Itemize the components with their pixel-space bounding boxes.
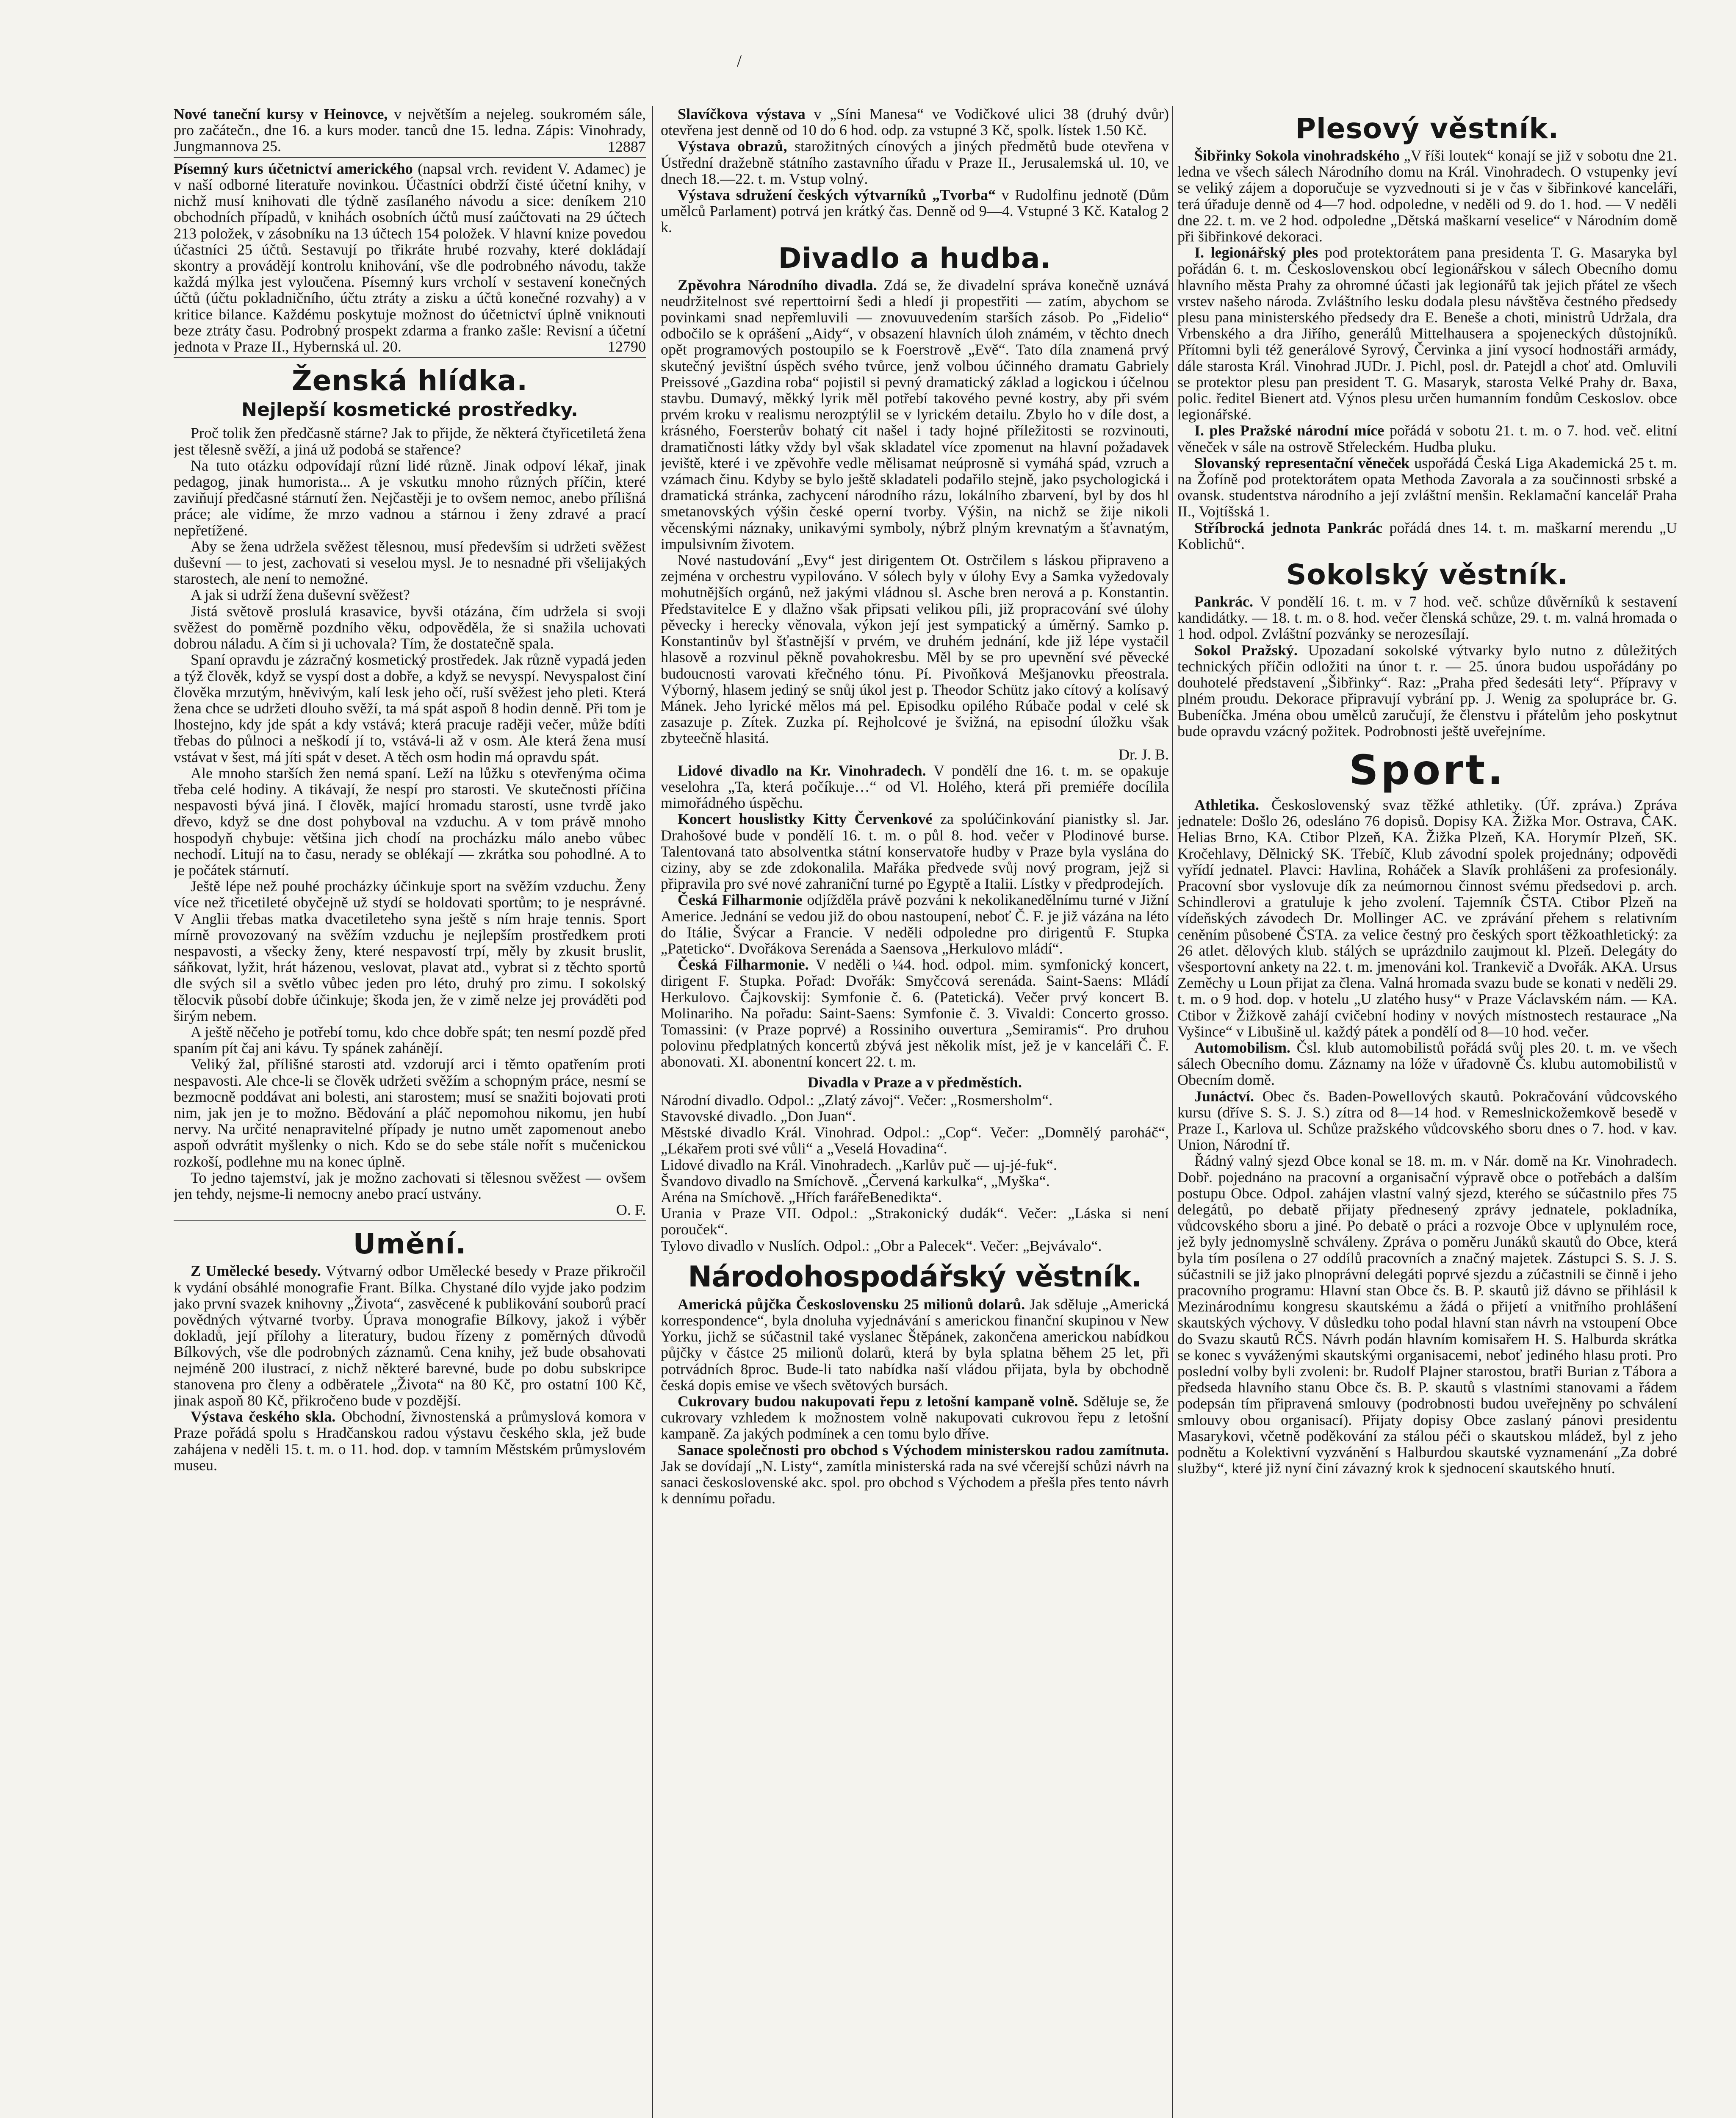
theatre-listing-item: Švandovo divadlo na Smíchově. „Červená karkulka“, „Myška“. <box>661 1172 1050 1189</box>
article-paragraph <box>661 1393 1169 1442</box>
paragraph-text: za spolúčinkování pianistky sl. Jar. Drahošové bude v pondělí 16. t. m. o půl 8. hod. večer v Plodinové burse. Talentovaná tato absolventka státní konservatoře hudby v Praze byla vyslána do ciziny, aby se zde zdokonalila. Mařáka předvede svůj nový program, jejž si připravila pro své nové zahraniční turné po Egyptě a Italii. Lístky v předprodejích. <box>661 810 1169 893</box>
theatre-listing-item: Městské divadlo Král. Vinohrad. Odpol.: „Cop“. Večer: „Domnělý paroháč“, „Lékařem proti své vůli“ a „Veselá Hovadina“. <box>661 1124 1169 1157</box>
theatre-listing-item: Tylovo divadlo v Nuslích. Odpol.: „Obr a Palecek“. Večer: „Bejvávalo“. <box>661 1237 1102 1254</box>
article-paragraph: Na tuto otázku odpovídají různí lidé různě. Jinak odpoví lékař, jinak pedagog, jinak humorista... A je vskutku mnoho různých příčin, které zaviňují předčasné stárnutí žen. Nejčastěji je to ovšem nemoc, anebo přílišná práce; ale vidíme, že mrzo vadnou a stárnou i ženy zdravé a prací nepřetížené. <box>174 457 646 539</box>
article-paragraph <box>1177 593 1677 642</box>
paragraph-text: Obchodní, živnostenská a průmyslová komora v Praze pořádá spolu s Hradčanskou radou výstavu českého skla, jež bude zahájena v neděli 15. t. m. o 11. hod. dop. v tamním Městském průmyslovém museu. <box>174 1408 646 1474</box>
paragraph-text: V pondělí 16. t. m. v 7 hod. več. schůze důvěrníků k sestavení kandidátky. — 18. t. m. o 8. hod. večer členská schůze, 29. t. m. valná hromada o 1 hod. odpol. Zvláštní pozvánky se nerozesílají. <box>1177 593 1677 643</box>
article-paragraph: To jedno tajemství, jak je možno zachovati si tělesnou svěžest — ovšem jen tehdy, nejsme-li nemocny anebo prací ustvány. <box>174 1169 646 1202</box>
paragraph-text: Československý svaz těžké athletiky. (Úř. zpráva.) Zpráva jednatele: Došlo 26, odesláno 76 dopisů. Dopisy KA. Žižka Mor. Ostrava, ČAK. Helias Brno, KA. Ctibor Plzeň, KA. Žižka Plzeň, KA. Horymír Plzeň, SK. Kročehlavy, Dělnický SK. Třebíč, Klub závodní spolek projednány; odpovědi vyřídí jednatel. Plavci: Havlina, Roháček a Slavík prohlášeni za profesionály. Pracovní sbor vyslovuje dík za neúmornou činnost svému předsedovi p. arch. Schindlerovi a gratuluje k jeho zvolení. Tajemník ČSTA. Ctibor Plzeň na vídeňských závodech Dr. Mollinger AC. ve zprávání přehem s relativním ceněním působené ČSTA. za velice čestný pro českých sport těžkoathletický: za 26 atlet. dělových klub. stálých se uprázdnilo zaujmout kl. Plzeň. Delegáty do všesportovní ankety na 22. t. m. jmenováni kol. Trankevič a Dvořák. AKA. Ursus Zeměchy u Loun přijat za člena. Valná hromada svazu bude se konati v neděli 29. t. m. o 9 hod. dop. v hotelu „U zlatého husy“ v Praze Václavském nám. — KA. Ctibor v Žižkově zahájí cvičební hodiny v nových místnostech restaurace „Na Vyšince“ v Libušině ul. každý pátek a pondělí od 8—10 hod. večer. <box>1177 796 1677 1040</box>
column-left <box>174 106 646 2118</box>
paragraph-text: Nové nastudování „Evy“ jest dirigentem Ot. Ostrčilem s láskou připraveno a zejména v orchestru vypilováno. V sólech byly v úlohy Evy a Samka vyžedovaly mohutnějších orgánů, než jakými vládnou sl. Asche bren nerová a p. Konstantin. Představitelce E y dlažno však připsati velikou píli, již propracování své úlohy pěvecky i herecky věnovala, výkon její jest sympatický a úměrný. Samko p. Konstantinův byl šťastnější v prvém, ve druhém jednání, kde již lépe vystačil hlasově a rozvinul pěkně povahokresbu. Měl by se pro upevnění své pěvecké budoucnosti varovati křečného tónu. Pí. Pivoňková Mešjanovku přeostrala. Výborný, hlasem jediný se snůj úkol jest p. Theodor Schütz jako cítový a kolísavý Mánek. Jeho lyrické mělos má pel. Episodku opilého Rúbače podal v celé sk zasazuje p. Zítek. Zuzka pí. Rejholcové je švižná, na episodní úložku však zbyteečně hlasitá. <box>661 552 1169 747</box>
article-paragraph <box>661 956 1169 1070</box>
article-paragraph <box>661 552 1169 746</box>
article-paragraph <box>1177 642 1677 739</box>
paragraph-text: „V říši loutek“ konají se již v sobotu dne 21. ledna ve všech sálech Národního domu na Král. Vinohradech. O vstupenky jeví se veliký zájem a doporučuje se vyzvednouti si je v čas v šibřinkové kanceláři, terá úřaduje denně od 4—7 hod. odpoledne, v neděli od 9. do 1. hod. — V neděli dne 22. t. m. ve 2 hod. odpoledne „Dětská maškarní veselice“ v Národním domě při šibřinkové dekoraci. <box>1177 147 1677 245</box>
paragraph-text: pořádá v sobotu 21. t. m. o 7. hod. več. elitní věneček v sále na ostrově Střeleckém. Hudba pluku. <box>1177 422 1677 455</box>
paragraph-lead: Junáctví. <box>1194 1087 1254 1105</box>
article-signature: O. F. <box>616 1201 646 1219</box>
paragraph-text: pořádá dnes 14. t. m. maškarní merendu „U Koblichů“. <box>1177 519 1677 552</box>
theatre-listing-item: Aréna na Smíchově. „Hřích farářeBenedikta“. <box>661 1189 942 1206</box>
column-middle <box>661 106 1169 2118</box>
article-paragraph: Proč tolik žen předčasně stárne? Jak to přijde, že některá čtyřicetiletá žena jest tělesně svěží, a jiná už podobá se stařence? <box>174 424 646 458</box>
article-signature: Dr. J. B. <box>1118 746 1169 763</box>
paragraph-text: Jak se dovídají „N. Listy“, zamítla ministerská rada na své včerejší schůzi návrh na sanaci československé akc. spol. pro obchod s Východem a přešla přes tento návrh k dennímu pořadu. <box>661 1457 1169 1507</box>
section-heading-plesovy: Plesový věstník. <box>1295 112 1559 145</box>
classified-ad-accounting <box>174 161 646 355</box>
article-paragraph: A jak si udrží žena duševní svěžest? <box>191 586 410 604</box>
article-paragraph <box>661 892 1169 956</box>
article-paragraph <box>174 1408 646 1473</box>
paragraph-lead: Výstava sdružení českých výtvarníků „Tvorba“ <box>678 186 996 204</box>
paragraph-lead: Stříbrocká jednota Pankrác <box>1194 519 1383 536</box>
article-paragraph <box>1177 520 1677 552</box>
paragraph-lead: Americká půjčka Československu 25 milionů dolarů. <box>678 1295 1025 1313</box>
paragraph-text: Sděluje se, že cukrovary vzhledem k možnostem volně nakupovati cukrovou řepu z letošní kampaně. Za jakých podmínek a cen tomu bylo dříve. <box>661 1393 1169 1442</box>
article-paragraph <box>661 1296 1169 1393</box>
section-heading-sokolsky: Sokolský věstník. <box>1286 558 1569 591</box>
column-rule-1 <box>652 106 653 2118</box>
article-paragraph: A ještě něčeho je potřebí tomu, kdo chce dobře spát; ten nesmí pozdě před spaním pít čaj ani kávu. Ty spánek zahánějí. <box>174 1023 646 1057</box>
article-paragraph: Spaní opravdu je zázračný kosmetický prostředek. Jak různě vypadá jeden a týž člověk, když se vyspí dost a dobře, a když se nevyspí. Nevyspalost činí člověka mrzutým, hněvivým, kalí lesk jeho očí, ruší svěžest jeho pleti. Která žena chce se udržeti dlouho svěží, ta má spát aspoň 8 hodin denně. Při tom je lhostejno, kdy jde spát a kdy vstává; která pracuje raději večer, může bdíti třebas do půlnoci a neškodí jí to, vstává-li až v osm. Ale která žena musí vstávat v šest, má jíti spát v deset. A těch osm hodin má opravdu spát. <box>174 651 646 765</box>
paragraph-lead: Athletika. <box>1194 796 1259 813</box>
notice-paragraph <box>661 187 1169 236</box>
classified-ad-dance <box>174 106 646 155</box>
article-paragraph <box>1177 244 1677 422</box>
ad-body: v největším a nejeleg. soukromém sále, pro začátečn., dne 16. a kurs moder. tanců dne 15. ledna. Zápis: Vinohrady, Jungmannova 25. <box>174 106 646 155</box>
paragraph-lead: Automobilism. <box>1194 1039 1291 1056</box>
article-paragraph <box>1177 1153 1677 1476</box>
theatre-listing-item: Stavovské divadlo. „Don Juan“. <box>661 1107 856 1125</box>
paragraph-lead: Cukrovary budou nakupovati řepu z letošní kampaně volně. <box>678 1393 1078 1410</box>
section-heading-sport: Sport. <box>1349 746 1506 794</box>
article-paragraph <box>174 1263 646 1408</box>
paragraph-text: pod protektorátem pana presidenta T. G. Masaryka byl pořádán 6. t. m. Československou obcí legionářskou v sálech Obecního domu hlavního města Prahy za ohromné účasti jak legionářů tak jejich přátel ze všech vrstev našeho národa. Zvláštního lesku dodala plesu návštěva čestného předsedy plesu pana ministerského předsedy dra E. Beneše a choti, ministrů Udržala, dra Vrbenského a dra Jiřího, generálů Mittelhausera a spojeneckých důstojníků. Přítomni byli též generálové Syrový, Červinka a jiní vysocí hodnostáři armády, dále starosta Král. Vinohrad JUDr. J. Pichl, posl. dr. Patejdl a choť atd. Omluvili se protektor plesu pan president T. G. Masaryk, starosta Velké Prahy dr. Baxa, polic. ředitel Bienert atd. Výnos plesu určen humanním fondům Ceskoslov. obce legionářské. <box>1177 244 1677 423</box>
paragraph-lead: Slavíčkova výstava <box>678 106 806 122</box>
notice-paragraph <box>661 138 1169 187</box>
article-paragraph <box>1177 797 1677 1040</box>
paragraph-lead: Zpěvohra Národního divadla. <box>678 276 877 294</box>
paragraph-text: V neděli o ¼4. hod. odpol. mim. symfonický koncert, dirigent F. Stupka. Pořad: Dvořák: Smyčcová serenáda. Saint-Saens: Mládí Herkulovo. Čajkovskij: Symfonie č. 6. (Patetická). Večer prvý koncert B. Molinariho. Na pořadu: Saint-Saens: Symfonie č. 3. Vivaldi: Concerto grosso. Tomassini: (v Praze poprvé) a Rossiniho ouvertura „Semiramis“. Pro druhou polovinu předplatných koncertů zbývá jest několik míst, jež je v kanceláři Č. F. abonovati. XI. abonentní koncert 22. t. m. <box>661 956 1169 1070</box>
article-paragraph <box>661 1442 1169 1507</box>
paragraph-text: Výtvarný odbor Umělecké besedy v Praze přikročil k vydání obsáhlé monografie Frant. Bílka. Chystané dílo vyjde jako podzim jako první svazek knihovny „Života“, zasvěcené k publikování souborů prací povědných výtvarné tvorby. Úprava monografie Bílkovy, jakož i výběr dokladů, její přílohy a literatury, budou řízeny z poměrných důvodů Bílkových, vše dle podrobných záznamů. Cena knihy, jež bude obsahovati nejméně 200 ilustrací, z nichž některé barevné, bude po dobu subskripce stanovena pro členy a odběratele „Života“ na 80 Kč, pro ostatní 100 Kč, jinak aspoň 80 Kč, přikročeno bude v pozdější. <box>174 1262 646 1409</box>
article-paragraph: Ještě lépe než pouhé procházky účinkuje sport na svěžím vzduchu. Ženy více než třicetileté obyčejně už stydí se holdovati sportům; to je nesprávné. V Anglii třebas matka dvacetileteho syna ještě s ním hraje tennis. Sport mírně provozovaný na svěžím vzduchu je nejlepším prostředkem proti nespavosti, a všecky ženy, které nespavostí trpí, měly by zkusit bruslit, sáňkovat, lyžit, hrát házenou, veslovat, plavat atd., vybrat si z těchto sportů dle svých sil a světlo vůbec jeden pro léto, druhý pro zimu. I sokolský tělocvik působí dobře účinkuje; škoda jen, že v zimě nelze jej prováděti pod širým nebem. <box>174 878 646 1024</box>
divider <box>174 157 646 158</box>
paragraph-text: Jak sděluje „Americká korrespondence“, byla dnoluha vyjednávání s americkou finanční skupinou v New Yorku, jichž se súčastnil také vyslanec Štěpánek, zakončena americkou nabídkou půjčky v částce 25 milionů dolarů, která by byla splatna během 25 let, při potrvádních 8proc. Bude-li tato nabídka naší vládou přijata, byla by obchodně česká dopis emise ve všech světových bursách. <box>661 1295 1169 1394</box>
paragraph-lead: Pankrác. <box>1194 593 1253 610</box>
paragraph-text: odjížděla právě pozváni k nekolikanedělnímu turné v Jižní Americe. Jednání se vedou již do obou nastoupení, neboť Č. F. je již vázána na léto do Itálie, Švýcar a Francie. V neděli odpoledne pro dirigentů F. Stupka „Pateticko“. Dvořákova Serenáda a Saensova „Herkulovo mládí“. <box>661 891 1169 957</box>
paragraph-text: uspořádá Česká Liga Akademická 25 t. m. na Žofíně pod protektorátem opata Methoda Zavorala a za součinnosti srbské a ovansk. studentstva národního a její zvláštní menšin. Reklamační kancelář Praha II., Vojtíšská 1. <box>1177 454 1677 520</box>
paragraph-lead: Koncert houslistky Kitty Červenkové <box>678 810 933 828</box>
theatre-listing-item: Lidové divadlo na Král. Vinohradech. „Karlův puč — uj-jé-fuk“. <box>661 1156 1057 1173</box>
section-heading-umeni: Umění. <box>353 1228 467 1261</box>
paragraph-lead: Šibřinky Sokola vinohradského <box>1194 147 1400 164</box>
article-paragraph: Jistá světově proslulá krasavice, byvši otázána, čím udržela si svoji svěžest do poměrně pozdního věku, odpověděla, že si snažila uchovati dobrou náladu. A čím si ji uchovala? Tím, že dostatečně spala. <box>174 602 646 652</box>
ad-title: Nové taneční kursy v Heinovce, <box>174 106 388 122</box>
paragraph-lead: Lidové divadlo na Kr. Vinohradech. <box>678 762 926 779</box>
paragraph-text: Řádný valný sjezd Obce konal se 18. m. m. v Nár. domě na Kr. Vinohradech. Dobř. pojednáno na pracovní a organisační výpravě obce o potřebách a dalším postupu Obce. Odpol. zahájen vlastní valný sjezd, kterého se súčastnilo přes 75 delegátů, po debatě přijaty přednesený zprávy jednatele, pokladníka, vůdcovského sboru a jiné. Po debatě o práci a rozvoje Obce v uplynulém roce, jež byly jednomyslně schváleny. Zpráva o poměru Junáků skautů do Obce, která byla tím posílena o 27 oddílů pracovních a značný majetek. Zástupci S. S. J. S. súčastnili se již jako plnoprávní delegáti poprvé sjezdu a zúčastnili se činně i jeho pracovního programu: Hlavní stan Obce čs. B. P. skautů již dávno se přihlásil k Mezinárodnímu kongresu skautskému a žádá o přijetí a vnitřního prohlášení skautských výchovy. V důsledku toho podal hlavní stan návrh na vstoupení Obce do Svazu skautů RČS. Návrh podán hlavním komisařem H. S. Halburda skrátka se konec s vyváženými skautskými organisacemi, neboť jediného hlasu proti. Pro poslední volby byli zvoleni: br. Rudolf Plajner starostou, bratři Burian z Tábora a předseda hlavního stanu Obce čs. B. P. skautů s vlastními stanovami a řádem podepsán tím připravená smlouvy (podrobnosti budou uveřejněny po schválení smlouvy obou organisací). Přijaty dopisy Obce zaslaný pánovi presidentu Masarykovi, včetně poděkování za stálou péči o skautskou mládež, byl z jeho podnětu a Kolektivní vyzvánění s Halburdou skautské vyznamenání „Za dobré služby“, které již nyní činí závazný krok k sjednocení skautského hnutí. <box>1177 1152 1677 1477</box>
theatre-listing-title: Divadla v Praze a v předměstích. <box>808 1073 1022 1091</box>
theatre-listing-item: Národní divadlo. Odpol.: „Zlatý závoj“. Večer: „Rosmersholm“. <box>661 1091 1053 1109</box>
divider <box>174 1220 646 1221</box>
article-paragraph: Veliký žal, přílišné starosti atd. vzdorují arci i těmto opatřením proti nespavosti. Ale chce-li se člověk udržeti svěžím a schopným práce, nesmí se bezmocně poddávat ani bolesti, ani starostem; musí se snažiti bojovati proti nim, jak jen je to možno. Bědování a pláč nepomohou nikomu, jen hubí nervy. Na určité nenapravitelné případy je nutno umět zapomenout anebo aspoň odvrátit myšlenky o nich. Kdo se do sebe stále nořít s mučenickou rozkoší, podlehne mu na konec úplně. <box>174 1056 646 1170</box>
paragraph-lead: Výstava obrazů, <box>678 138 787 155</box>
paragraph-text: v „Síni Manesa“ ve Vodičkové ulici 38 (druhý dvůr) otevřena jest denně od 10 do 6 hod. odp. za vstupné 3 Kč, spolk. lístek 1.50 Kč. <box>661 106 1169 139</box>
paragraph-text: starožitných cínových a jiných předmětů bude otevřena v Ústřední dražebně státního zastavního úřadu v Praze II., Jerusalemská ul. 10, ve dnech 18.—22. t. m. Vstup volný. <box>661 138 1169 187</box>
ad-title: Písemný kurs účetnictví amerického <box>174 160 413 177</box>
article-subheading: Nejlepší kosmetické prostředky. <box>241 399 578 421</box>
paragraph-lead: Česká Filharmonie. <box>678 956 809 973</box>
section-heading-zenska: Ženská hlídka. <box>291 364 528 397</box>
column-right <box>1177 106 1677 2118</box>
divider <box>174 357 646 358</box>
paragraph-lead: Slovanský representační věneček <box>1194 454 1410 471</box>
paragraph-lead: Sanace společnosti pro obchod s Východem ministerskou radou zamítnuta. <box>678 1441 1169 1458</box>
paragraph-text: V pondělí dne 16. t. m. se opakuje veselohra „Ta, která počíkuje…“ od Vl. Holého, která při premiéře docílila mimořádného úspěchu. <box>661 762 1169 812</box>
ad-number: 12887 <box>608 138 646 155</box>
column-rule-2 <box>1172 106 1173 2118</box>
article-paragraph: Ale mnoho starších žen nemá spaní. Leží na lůžku s otevřenýma očima třeba celé hodiny. A tikávají, že nespí pro starosti. Ve skutečnosti příčina nespavosti bývá jiná. I člověk, mající hromadu starostí, usne tvrdě jako dřevo, když se dne dost pohyboval na vzduchu. A v tom právě mnoho hospodyň chybuje: většina jich chodí na procházku málo anebo vůbec nechodí. Litují na to času, nerady se oblékají — zkrátka sou pohodlné. A to je počátek stárnutí. <box>174 764 646 879</box>
page-top-mark: / <box>737 51 742 70</box>
paragraph-text: v Rudolfinu jednotě (Dům umělců Parlament) potrvá jen krátký čas. Denně od 9—4. Vstupné 3 Kč. Katalog 2 k. <box>661 186 1169 236</box>
article-paragraph <box>661 762 1169 811</box>
section-heading-economy: Národohospodářský věstník. <box>688 1260 1142 1294</box>
paragraph-lead: Z Umělecké besedy. <box>191 1262 321 1280</box>
theatre-listing-item: Urania v Praze VII. Odpol.: „Strakonický dudák“. Večer: „Láska si není porouček“. <box>661 1205 1169 1238</box>
paragraph-lead: Výstava českého skla. <box>191 1408 336 1425</box>
notice-paragraph <box>661 106 1169 138</box>
article-paragraph <box>1177 1088 1677 1153</box>
ad-body: (napsal vrch. revident V. Adamec) je v naší odborné literatuře novinkou. Účastníci obdrží čisté účetní knihy, v nichž musí knihovati dle týdně zasílaného návodu a sice: deníkem 210 obchodních případů, v knihách osobních účtů musí zaúčtovati na 29 účtech 213 položek, v zásobníku na 13 účtech 154 položek. V hlavní knize povedou účastníci 25 účtů. Sestavují po třikráte hrubé rozvahy, které dokládají skontry a provádějí kontrolu knihování, vše dle podrobného návodu, takže každá mýlka jest vyloučena. Písemný kurs vrcholí v sestavení konečných účtů (účtu pokladničního, účtu ztráty a zisku a účtů konečné rozvahy) a v kritice bilance. Každému poskytuje možnost do účetnictví úplně vniknouti beze ztráty času. Podrobný prospekt zdarma a franko zašle: Revisní a účetní jednota v Praze II., Hybernská ul. 20. <box>174 160 646 355</box>
paragraph-lead: I. ples Pražské národní míce <box>1194 422 1384 439</box>
article-paragraph <box>1177 422 1677 455</box>
paragraph-text: Zdá se, že divadelní správa konečně uznává neudržitelnost své reperttoirní šedi a hledí ji propestřiti — zatím, abychom se povinkami snad nepřemluvili — znovuuvedením starších zásob. Po „Fidelio“ odbočilo se k oprášení „Aidy“, v obsazení hlavních úloh známém, v těchto dnech opět programových postoupilo se k Foerstrově „Evě“. Tato díla znamená prvý skutečný jevištní úspěch svého tvůrce, jenž volbou účinného dramatu Gabriely Preissové „Gazdina roba“ pojistil si pevný dramatický základ a logickou i účelnou stavbu. Dumavý, měkký lyrik měl potřebí takového pevné kostry, aby při svém prvém kroku v realismu nerozptýlil se v lyrickém detailu. Zbylo ho v díle dost, a krásného, Foersterův bohatý cit našel i tady hojné příležitosti se rozvinouti, dramatičnosti látky vždy byl však skladatel více zpomenut na hlavní požadavek jeviště, které i ve zpěvohře vedle mělisamat neúprosně si vymáhá spád, vzruch a vzámach činu. Kdyby se bylo ještě skladateli podařilo stejně, jako psychologická i dramatická stránka, zachycení národního rázu, lokálního zbarvení, byl by dos hl smetanovských výšin české operní tvorby. Výšin, na nichž se žije nikoli věcenskými náznaky, unikavými symboly, nýbrž plným krevnatým a šťavnatým, impulsivním životem. <box>661 276 1169 552</box>
article-paragraph <box>661 811 1169 892</box>
paragraph-text: Obec čs. Baden-Powellových skautů. Pokračování vůdcovského kursu (dříve S. S. J. S.) zítra od 8—14 hod. v Remeslnickožemkově besedě v Praze I., Karlova ul. Schůze pražského vůdcovského sboru dnes o 7. hod. v kav. Union, Národní tř. <box>1177 1087 1677 1153</box>
article-paragraph <box>1177 147 1677 244</box>
paragraph-text: Upozadaní sokolské výtvarky bylo nutno z důležitých technických příčin odložiti na únor t. r. — 25. února budou uspořádány po douhotelé představení „Šibřinky“. Raz: „Praha před šedesáti lety“. Přípravy v plném proudu. Dekorace připravují vybrání pp. J. Wenig za spolupráce br. G. Bubeníčka. Jména obou umělců zaručují, že členstvu i přátelům jeho poskytnut bude opravdu vzácný požitek. Podrobnosti ještě uveřejníme. <box>1177 641 1677 740</box>
article-paragraph <box>1177 455 1677 520</box>
article-paragraph: Aby se žena udržela svěžest tělesnou, musí především si udržeti svěžest duševní — to jest, zachovati si veselou mysl. Je to nesnadné při všelijakých starostech, ale není to nemožné. <box>174 538 646 588</box>
ad-number: 12790 <box>608 338 646 355</box>
article-paragraph <box>1177 1040 1677 1088</box>
paragraph-lead: I. legionářský ples <box>1194 244 1318 261</box>
paragraph-lead: Česká Filharmonie <box>678 891 803 909</box>
paragraph-lead: Sokol Pražský. <box>1194 641 1298 659</box>
section-heading-divadlo: Divadlo a hudba. <box>778 241 1052 274</box>
paragraph-text: Čsl. klub automobilistů pořádá svůj ples 20. t. m. ve všech sálech Obecního domu. Záznamy na lóže v úřadovně Čs. klubu automobilistů v Obecním domě. <box>1177 1039 1677 1089</box>
article-paragraph <box>661 277 1169 552</box>
